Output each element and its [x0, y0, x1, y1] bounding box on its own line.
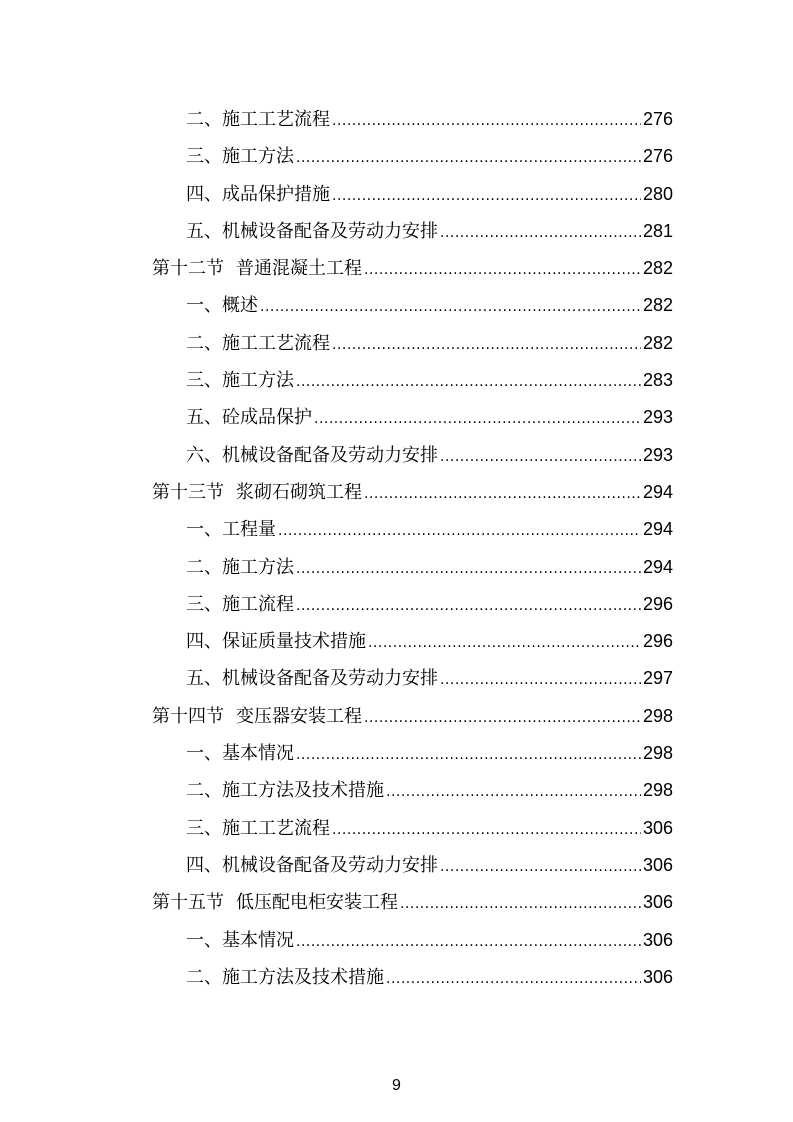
- toc-entry[interactable]: [152, 660, 673, 697]
- toc-entry-page: 306: [642, 854, 673, 875]
- toc-entry[interactable]: [152, 735, 673, 772]
- toc-entry-title: 二、施工方法: [186, 556, 294, 578]
- toc-entry-title: 一、概述: [186, 295, 258, 317]
- dot-leader: [440, 215, 641, 252]
- toc-entry-title: 第十四节 变压器安装工程: [152, 705, 362, 727]
- toc-entry[interactable]: [152, 213, 673, 250]
- toc-entry-page: 296: [642, 631, 673, 652]
- dot-leader: [386, 961, 641, 998]
- toc-entry[interactable]: [152, 922, 673, 959]
- toc-entry-page: 282: [642, 295, 673, 316]
- toc-entry-page: 306: [642, 966, 673, 987]
- toc-entry-title: 一、工程量: [186, 519, 276, 541]
- toc-section-entry[interactable]: [152, 474, 673, 511]
- dot-leader: [260, 289, 641, 326]
- dot-leader: [440, 439, 641, 476]
- dot-leader: [296, 924, 641, 961]
- toc-entry[interactable]: [152, 623, 673, 660]
- toc-entry[interactable]: [152, 399, 673, 436]
- dot-leader: [296, 737, 641, 774]
- page-number: 9: [392, 1077, 401, 1094]
- toc-entry[interactable]: [152, 549, 673, 586]
- dot-leader: [368, 625, 641, 662]
- toc-entry-page: 298: [642, 743, 673, 764]
- toc-entry-title: 二、施工方法及技术措施: [186, 780, 384, 802]
- table-of-contents: [152, 101, 673, 996]
- dot-leader: [296, 364, 641, 401]
- toc-entry-page: 293: [642, 444, 673, 465]
- dot-leader: [332, 103, 641, 140]
- toc-entry-title: 三、施工方法: [186, 370, 294, 392]
- toc-entry[interactable]: [152, 325, 673, 362]
- toc-entry[interactable]: [152, 772, 673, 809]
- toc-entry-title: 三、施工工艺流程: [186, 817, 330, 839]
- toc-entry-title: 四、成品保护措施: [186, 183, 330, 205]
- toc-section-entry[interactable]: [152, 884, 673, 921]
- toc-entry-page: 294: [642, 556, 673, 577]
- dot-leader: [364, 700, 641, 737]
- toc-entry[interactable]: [152, 437, 673, 474]
- toc-entry-page: 298: [642, 705, 673, 726]
- dot-leader: [364, 252, 641, 289]
- dot-leader: [296, 551, 641, 588]
- toc-entry-title: 六、机械设备配备及劳动力安排: [186, 444, 438, 466]
- dot-leader: [364, 476, 641, 513]
- toc-entry-title: 二、施工工艺流程: [186, 332, 330, 354]
- toc-entry[interactable]: [152, 847, 673, 884]
- toc-entry-title: 四、保证质量技术措施: [186, 631, 366, 653]
- toc-entry[interactable]: [152, 176, 673, 213]
- toc-section-entry[interactable]: [152, 250, 673, 287]
- toc-entry-title: 第十二节 普通混凝土工程: [152, 258, 362, 280]
- dot-leader: [386, 774, 641, 811]
- dot-leader: [332, 178, 641, 215]
- toc-entry[interactable]: [152, 511, 673, 548]
- dot-leader: [296, 140, 641, 177]
- toc-entry-title: 一、基本情况: [186, 929, 294, 951]
- toc-entry-page: 293: [642, 407, 673, 428]
- toc-entry-title: 五、机械设备配备及劳动力安排: [186, 668, 438, 690]
- toc-entry-page: 294: [642, 519, 673, 540]
- toc-entry[interactable]: [152, 138, 673, 175]
- dot-leader: [332, 327, 641, 364]
- toc-entry-page: 282: [642, 332, 673, 353]
- toc-entry[interactable]: [152, 287, 673, 324]
- toc-entry-title: 五、机械设备配备及劳动力安排: [186, 220, 438, 242]
- toc-section-entry[interactable]: [152, 698, 673, 735]
- dot-leader: [332, 812, 641, 849]
- toc-entry-page: 298: [642, 780, 673, 801]
- toc-entry-page: 283: [642, 370, 673, 391]
- toc-entry-page: 276: [642, 146, 673, 167]
- toc-entry-page: 276: [642, 109, 673, 129]
- toc-entry-page: 280: [642, 183, 673, 204]
- dot-leader: [314, 401, 641, 438]
- toc-entry-title: 二、施工工艺流程: [186, 109, 330, 130]
- toc-entry-page: 296: [642, 593, 673, 614]
- toc-entry[interactable]: [152, 362, 673, 399]
- toc-entry-title: 第十五节 低压配电柜安装工程: [152, 892, 398, 914]
- toc-entry-page: 281: [642, 220, 673, 241]
- toc-entry-page: 306: [642, 817, 673, 838]
- toc-entry-page: 306: [642, 892, 673, 913]
- toc-entry-title: 二、施工方法及技术措施: [186, 966, 384, 988]
- toc-entry-title: 三、施工流程: [186, 593, 294, 615]
- toc-entry[interactable]: [152, 101, 673, 138]
- toc-entry[interactable]: [152, 586, 673, 623]
- dot-leader: [296, 588, 641, 625]
- toc-entry-page: 297: [642, 668, 673, 689]
- dot-leader: [440, 662, 641, 699]
- dot-leader: [440, 849, 641, 886]
- toc-entry-title: 三、施工方法: [186, 146, 294, 168]
- toc-entry-title: 一、基本情况: [186, 743, 294, 765]
- toc-entry-page: 294: [642, 481, 673, 502]
- dot-leader: [278, 513, 641, 550]
- toc-entry-page: 282: [642, 258, 673, 279]
- toc-entry-title: 五、砼成品保护: [186, 407, 312, 429]
- dot-leader: [400, 886, 641, 923]
- toc-entry[interactable]: [152, 810, 673, 847]
- toc-entry-page: 306: [642, 929, 673, 950]
- toc-entry-title: 第十三节 浆砌石砌筑工程: [152, 481, 362, 503]
- toc-entry-title: 四、机械设备配备及劳动力安排: [186, 854, 438, 876]
- toc-entry[interactable]: [152, 959, 673, 996]
